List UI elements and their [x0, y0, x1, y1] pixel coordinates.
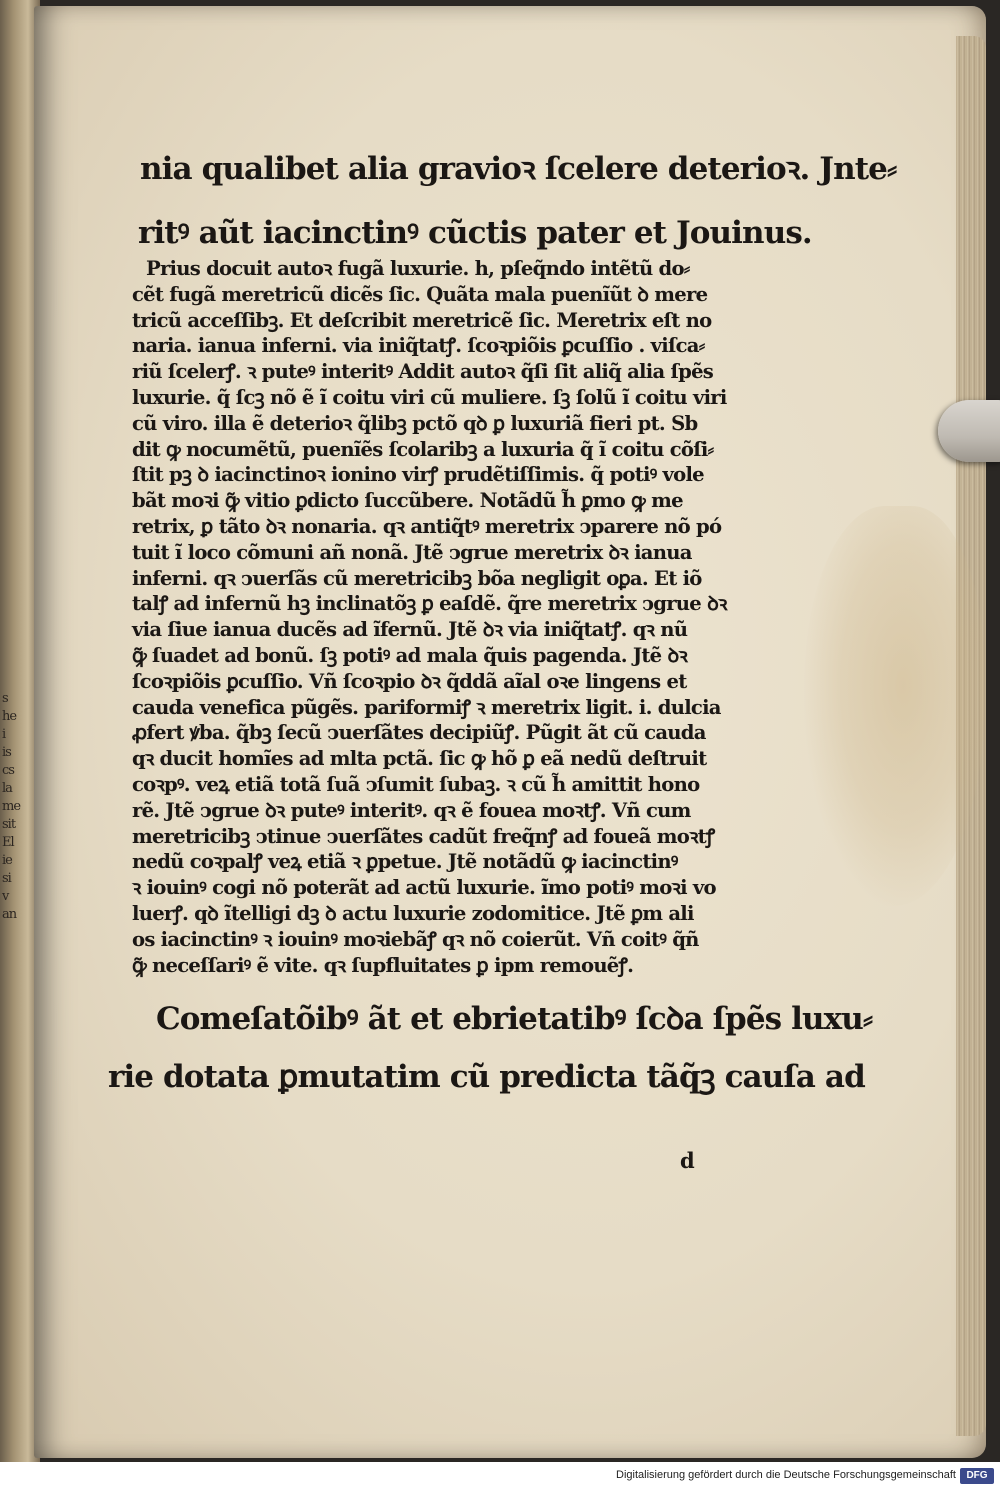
body-line: cũ viro. illa ẽ deterioꝛ q̃libꝫ pctõ qꝺ ꝑ luxuriã fieri pt. Sb	[132, 411, 698, 435]
header-line-2: ritꝰ aũt iacinctinꝰ cũctis pater et Jouinus.	[138, 215, 812, 251]
footer-bar	[0, 1462, 1000, 1491]
body-line: meretricibꝫ ↄtinue ↄuerſãtes cadũt freq̃nꝭ ad foueã moꝛtꝭ	[132, 824, 715, 848]
body-line: qꝛ ducit homĩes ad mlta pctã. ſic ꝙ hõ ꝑ eã nedũ deſtruit	[132, 747, 707, 771]
body-line: tuit ĩ loco cõmuni añ nonã. Jtẽ ↄgrue meretrix ꝺꝛ ianua	[132, 540, 692, 564]
body-line: ſcoꝛpiõis ꝑcuſſio. Vñ ſcoꝛpio ꝺꝛ q̃ddã aĩal oꝛe lingens et	[132, 669, 687, 693]
body-line: ꝙ̃ ſuadet ad bonũ. ſꝫ potiꝰ ad mala q̃uis pagenda. Jtẽ ꝺꝛ	[132, 643, 687, 667]
water-stain	[804, 506, 984, 906]
body-line: ꝛ iouinꝰ cogi nõ poterãt ad actũ luxurie. ĩmo potiꝰ moꝛi vo	[132, 876, 716, 900]
body-line: luxurie. q̃ ſcꝫ nõ ẽ ĩ coitu viri cũ muliere. ſꝫ ſolũ ĩ coitu viri	[132, 385, 727, 409]
funding-credit: Digitalisierung gefördert durch die Deutsche Forschungsgemeinschaft	[616, 1469, 956, 1481]
page-clip	[938, 400, 1000, 462]
body-line: riũ ſcelerꝭ. ꝛ puteꝰ interitꝰ Addit autoꝛ q̃ſi ſit aliq̃ alia ſpẽs	[132, 360, 714, 384]
body-line: cẽt fugã meretricũ dicẽs ſic. Quãta mala puenĩũt ꝺ mere	[132, 282, 708, 306]
body-line: nedũ coꝛpalꝭ veꝝ etiã ꝛ ꝑpetue. Jtẽ notãdũ ꝙ iacinctinꝰ	[132, 850, 678, 874]
body-line: cauda venefica pũgẽs. pariformiꝭ ꝛ meretrix ligit. i. dulcia	[132, 695, 721, 719]
body-line: ſtit pꝫ ꝺ iacinctinoꝛ ionino virꝭ prudẽtiſſimis. q̃ potiꝰ vole	[132, 463, 704, 487]
body-line: coꝛpꝰ. veꝝ etiã totã ſuã ↄſumit ſubaꝫ. ꝛ cũ h̃ amittit hono	[132, 772, 700, 796]
body-line: inferni. qꝛ ↄuerſãs cũ meretricibꝫ bõa negligit oꝑa. Et iõ	[132, 566, 702, 590]
facing-page-text-fragment: s he i is cs la me sit El ie si v an	[2, 691, 21, 922]
body-line: bãt moꝛi ꝙ̃ vitio ꝑdicto ſuccũbere. Notãdũ h̃ ꝑmo ꝙ me	[132, 489, 683, 513]
body-line: ꝙ̃ neceſſariꝰ ẽ vite. qꝛ ſupfluitates ꝑ ipm remouẽꝭ.	[132, 953, 634, 977]
body-line: tricũ acceſſibꝫ. Et deſcribit meretricẽ ſic. Meretrix eſt no	[132, 308, 712, 332]
closing-line-2: rie dotata ꝑmutatim cũ predicta tãq̃ꝫ cauſa ad	[108, 1059, 865, 1096]
body-line: os iacinctinꝰ ꝛ iouinꝰ moꝛiebãꝭ qꝛ nõ coierũt. Vñ coitꝰ q̃ñ	[132, 927, 699, 951]
body-line: Prius docuit autoꝛ fugã luxurie. h, pſeq̃ndo intẽtũ do⸗	[146, 257, 690, 280]
body-line: naria. ianua inferni. via iniq̃tatꝭ. ſcoꝛpiõis ꝑcuſſio . viſca⸗	[132, 334, 705, 358]
body-line: ꝓfert ꝟba. q̃bꝫ ſecũ ↄuerſãtes decipiũꝭ. Pũgit ãt cũ cauda	[132, 721, 706, 745]
body-line: retrix, ꝑ tãto ꝺꝛ nonaria. qꝛ antiq̃tꝰ meretrix ↄparere nõ pó	[132, 514, 722, 538]
dfg-logo-icon: DFG	[960, 1468, 994, 1484]
printed-text-block	[96, 150, 897, 1096]
header-line-1: nia qualibet alia gravioꝛ ſcelere deterioꝛ. Jnte⸗	[140, 151, 897, 187]
body-line: rẽ. Jtẽ ↄgrue ꝺꝛ puteꝰ interitꝰ. qꝛ ẽ fouea moꝛtꝭ. Vñ cum	[132, 798, 691, 822]
catchword: d	[680, 1148, 695, 1173]
body-line: talꝭ ad infernũ hꝫ inclinatõꝫ ꝑ eaſdẽ. q̃re meretrix ↄgrue ꝺꝛ	[132, 592, 727, 616]
closing-line-1: Comeſatõibꝰ ãt et ebrietatibꝰ ſcꝺa ſpẽs luxu⸗	[156, 1001, 873, 1038]
body-line: dit ꝙ nocumẽtũ, puenĩẽs ſcolaribꝫ a luxuria q̃ ĩ coitu cõſi⸗	[132, 437, 714, 461]
body-line: luerꝭ. qꝺ ĩtelligi dꝫ ꝺ actu luxurie zodomitice. Jtẽ ꝑm ali	[132, 901, 694, 925]
body-line: via ſiue ianua ducẽs ad ĩfernũ. Jtẽ ꝺꝛ via iniq̃tatꝭ. qꝛ nũ	[132, 618, 688, 642]
